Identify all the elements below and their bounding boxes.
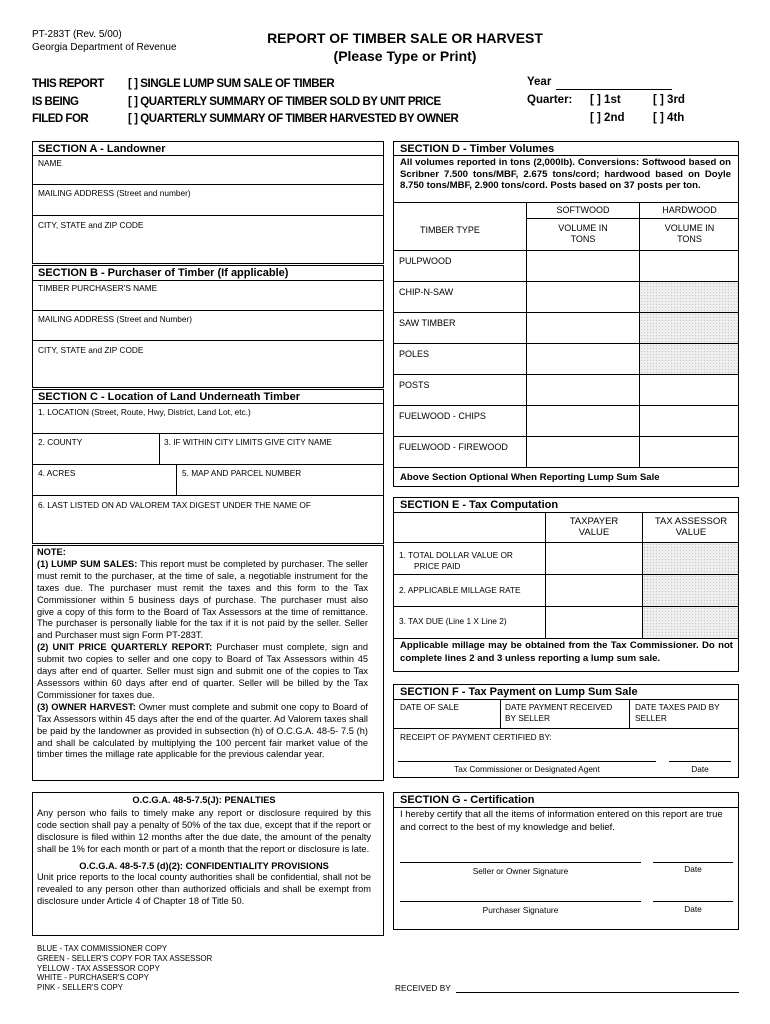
- option-unit-price[interactable]: [ ] QUARTERLY SUMMARY OF TIMBER SOLD BY UNIT PRICE: [128, 95, 441, 108]
- volume-label: VOLUME IN: [558, 223, 608, 233]
- shaded-cell: [643, 543, 738, 574]
- shaded-cell: [643, 575, 738, 606]
- note-lump-sum: (1) LUMP SUM SALES: This report must be completed by purchaser. The seller must remit to the purchaser, at the time of sale, a negotiable instrument for the taxes due. The purchaser must remit the taxes and this form to the Tax Commissioner within 5 business days of purchase. The purchaser must also give a copy of this form to the Board of Tax Assessors at the time of remittance. The purchaser is personally liable for the tax if it is not paid by the seller. Seller and Purchaser must sign Form PT-283T.: [37, 558, 369, 641]
- date-taxes-label-2: SELLER: [635, 713, 667, 723]
- page-title: [220, 29, 590, 65]
- section-d-footer: Above Section Optional When Reporting Lump Sum Sale: [400, 472, 660, 483]
- line3-tax-due: 3. TAX DUE (Line 1 X Line 2): [399, 616, 507, 626]
- acres-field[interactable]: 4. ACRES: [38, 468, 76, 478]
- copy-distribution: [37, 944, 212, 993]
- report-label-3: FILED FOR: [32, 113, 89, 125]
- seller-date-line[interactable]: [653, 862, 733, 863]
- row-pulpwood: PULPWOOD: [399, 256, 452, 266]
- purchaser-address-field[interactable]: MAILING ADDRESS (Street and Number): [38, 314, 193, 324]
- option-owner-harvest[interactable]: [ ] QUARTERLY SUMMARY OF TIMBER HARVESTED BY OWNER: [128, 113, 459, 125]
- shaded-cell: [640, 344, 738, 374]
- confidentiality-body: Unit price reports to the local county authorities shall be confidential, shall not be revealed to any person other than authorized officials and shall be exempt from disclosure under Article 4 of Chapter 18 of Title 50.: [37, 872, 371, 907]
- date-label: Date: [691, 764, 709, 774]
- form-number: PT-283T (Rev. 5/00): [32, 29, 122, 40]
- form-id: [32, 28, 177, 54]
- city-limits-field[interactable]: 3. IF WITHIN CITY LIMITS GIVE CITY NAME: [164, 437, 332, 447]
- certification-text: I hereby certify that all the items of information entered on this report are true and correct to the best of my knowledge and belief.: [400, 809, 723, 833]
- note-unit-price: (2) UNIT PRICE QUARTERLY REPORT: Purchaser must complete, sign and submit two copies to seller and one copy to Board of Tax Assessors within 45 days after end of quarter. Seller must sign and submit one of the copies to Tax Assessors within 60 days after end of quarter. Seller will be billed by the Tax Commissioner for taxes due.: [37, 642, 369, 700]
- shaded-cell: [640, 282, 738, 312]
- received-by-label: RECEIVED BY: [395, 983, 451, 993]
- seller-date-label: Date: [684, 864, 702, 874]
- landowner-city-field[interactable]: CITY, STATE and ZIP CODE: [38, 220, 144, 230]
- copy-pink: PINK - SELLER'S COPY: [37, 983, 123, 993]
- seller-signature-line[interactable]: [400, 862, 641, 863]
- tax-commissioner-label: Tax Commissioner or Designated Agent: [454, 764, 600, 774]
- value-label: VALUE: [675, 527, 707, 538]
- row-posts: POSTS: [399, 380, 430, 390]
- report-label-2: IS BEING: [32, 95, 79, 108]
- section-e-title: SECTION E - Tax Computation: [400, 499, 559, 511]
- year-label: Year: [527, 76, 552, 88]
- received-by-line[interactable]: [456, 992, 739, 993]
- penalties-body: Any person who fails to timely make any report or disclosure required by this code section shall pay a penalty of 50% of the tax due, except that if the report or disclosure is filed within 12 months after the due date, the amount of the penalty shall be 1% for each month or part of a month that the report or disclosure is late.: [37, 807, 371, 854]
- date-payment-label-1: DATE PAYMENT RECEIVED: [505, 702, 613, 712]
- tons-label: TONS: [677, 234, 702, 244]
- county-field[interactable]: 2. COUNTY: [38, 437, 83, 447]
- purchaser-signature-label: Purchaser Signature: [482, 905, 559, 915]
- line1-label-b: PRICE PAID: [414, 561, 461, 571]
- purchaser-date-line[interactable]: [653, 901, 733, 902]
- section-b-title: SECTION B - Purchaser of Timber (If applicable): [38, 267, 289, 279]
- col-hardwood: HARDWOOD: [662, 205, 717, 215]
- row-poles: POLES: [399, 349, 430, 359]
- copy-white: WHITE - PURCHASER'S COPY: [37, 973, 149, 983]
- report-type-options: [128, 76, 458, 129]
- quarter-2nd[interactable]: [ ] 2nd: [590, 112, 625, 124]
- assessor-label: TAX ASSESSOR: [654, 516, 728, 527]
- date-payment-received-field[interactable]: [505, 702, 612, 724]
- map-parcel-field[interactable]: 5. MAP AND PARCEL NUMBER: [182, 468, 302, 478]
- agency-name: Georgia Department of Revenue: [32, 42, 177, 53]
- confidentiality-title: O.C.G.A. 48-5-7.5 (d)(2): CONFIDENTIALITY PROVISIONS: [79, 860, 329, 871]
- row-chip-n-saw: CHIP-N-SAW: [399, 287, 454, 297]
- row-saw-timber: SAW TIMBER: [399, 318, 456, 328]
- col-assessor-value: [643, 516, 739, 538]
- value-label: VALUE: [578, 527, 610, 538]
- section-g-title: SECTION G - Certification: [400, 794, 535, 806]
- quarter-3rd[interactable]: [ ] 3rd: [653, 94, 685, 106]
- note-owner-harvest: (3) OWNER HARVEST: Owner must complete and submit one copy to Board of Tax Assessors within 45 days after the end of the quarter. Ad Valorem taxes shall be paid by the landowner as provided in subsection (h) of O.C.G.A. 48-5- 7.5 (h) and shall be calculated by multiplying the 100 percent fair market value of the timber times the millage rate applicable for the previous calendar year.: [37, 701, 368, 760]
- purchaser-signature-line[interactable]: [400, 901, 641, 902]
- landowner-name-field[interactable]: NAME: [38, 158, 62, 168]
- taxpayer-label: TAXPAYER: [569, 516, 619, 527]
- location-field[interactable]: 1. LOCATION (Street, Route, Hwy, District, Land Lot, etc.): [38, 407, 251, 417]
- penalties-title: O.C.G.A. 48-5-7.5(J): PENALTIES: [132, 795, 276, 805]
- purchaser-city-field[interactable]: CITY, STATE and ZIP CODE: [38, 345, 144, 355]
- line2-millage-rate: 2. APPLICABLE MILLAGE RATE: [399, 585, 521, 595]
- col-softwood: SOFTWOOD: [556, 205, 610, 215]
- quarter-1st[interactable]: [ ] 1st: [590, 94, 621, 106]
- tax-commissioner-date-line[interactable]: [669, 761, 731, 762]
- copy-yellow: YELLOW - TAX ASSESSOR COPY: [37, 963, 160, 973]
- copy-green: GREEN - SELLER'S COPY FOR TAX ASSESSOR: [37, 953, 213, 963]
- seller-signature-label: Seller or Owner Signature: [472, 866, 569, 876]
- last-listed-field[interactable]: 6. LAST LISTED ON AD VALOREM TAX DIGEST UNDER THE NAME OF: [38, 500, 311, 510]
- receipt-certified-label: RECEIPT OF PAYMENT CERTIFIED BY:: [400, 732, 552, 742]
- section-f-title: SECTION F - Tax Payment on Lump Sum Sale: [400, 686, 638, 698]
- title-line-2: (Please Type or Print): [333, 48, 477, 64]
- section-a: [32, 141, 384, 264]
- row-fuelwood-chips: FUELWOOD - CHIPS: [399, 411, 486, 421]
- section-c-title: SECTION C - Location of Land Underneath Timber: [38, 391, 300, 403]
- note-text: [37, 547, 368, 761]
- title-line-1: REPORT OF TIMBER SALE OR HARVEST: [267, 30, 543, 46]
- volume-label: VOLUME IN: [664, 223, 715, 233]
- softwood-volume-header: [527, 223, 639, 245]
- purchaser-date-label: Date: [684, 904, 702, 914]
- quarter-4th[interactable]: [ ] 4th: [653, 112, 685, 124]
- option-lump-sum[interactable]: [ ] SINGLE LUMP SUM SALE OF TIMBER: [128, 78, 335, 90]
- date-of-sale-field[interactable]: DATE OF SALE: [400, 702, 459, 712]
- shaded-cell: [640, 313, 738, 343]
- row-fuelwood-firewood: FUELWOOD - FIREWOOD: [399, 442, 508, 452]
- quarter-label: Quarter:: [527, 94, 573, 106]
- purchaser-name-field[interactable]: TIMBER PURCHASER'S NAME: [38, 283, 158, 293]
- tons-label: TONS: [570, 234, 596, 244]
- copy-blue: BLUE - TAX COMMISSIONER COPY: [37, 944, 168, 953]
- date-payment-label-2: BY SELLER: [505, 713, 551, 723]
- shaded-cell: [643, 607, 738, 638]
- penalties-text: [37, 795, 371, 908]
- line1-label-a: 1. TOTAL DOLLAR VALUE OR: [399, 550, 513, 560]
- landowner-address-field[interactable]: MAILING ADDRESS (Street and number): [38, 188, 191, 198]
- date-taxes-paid-field[interactable]: [635, 702, 720, 724]
- tax-commissioner-signature-line[interactable]: [398, 761, 656, 762]
- line1-total-value: [399, 550, 513, 572]
- section-d-title: SECTION D - Timber Volumes: [400, 143, 555, 155]
- report-label-1: THIS REPORT: [32, 78, 104, 90]
- section-d-intro: All volumes reported in tons (2,000lb). Conversions: Softwood based on Scribner 7.500 tons/MBF, 2.675 tons/cord; hardwood based on Doyle 8.750 tons/MBF, 2.900 tons/cord. Posts based on 37 posts per ton.: [400, 157, 731, 191]
- col-taxpayer-value: [546, 516, 642, 538]
- report-type-label: [32, 76, 104, 129]
- hardwood-volume-header: [640, 223, 739, 245]
- note-heading: NOTE:: [37, 547, 66, 557]
- timber-type-header: TIMBER TYPE: [420, 225, 480, 235]
- year-field[interactable]: [556, 89, 672, 90]
- section-a-title: SECTION A - Landowner: [38, 143, 166, 155]
- section-e-footer: Applicable millage may be obtained from the Tax Commissioner. Do not complete lines 2 and 3 unless reporting a lump sum sale.: [400, 640, 733, 664]
- date-taxes-label-1: DATE TAXES PAID BY: [635, 702, 720, 712]
